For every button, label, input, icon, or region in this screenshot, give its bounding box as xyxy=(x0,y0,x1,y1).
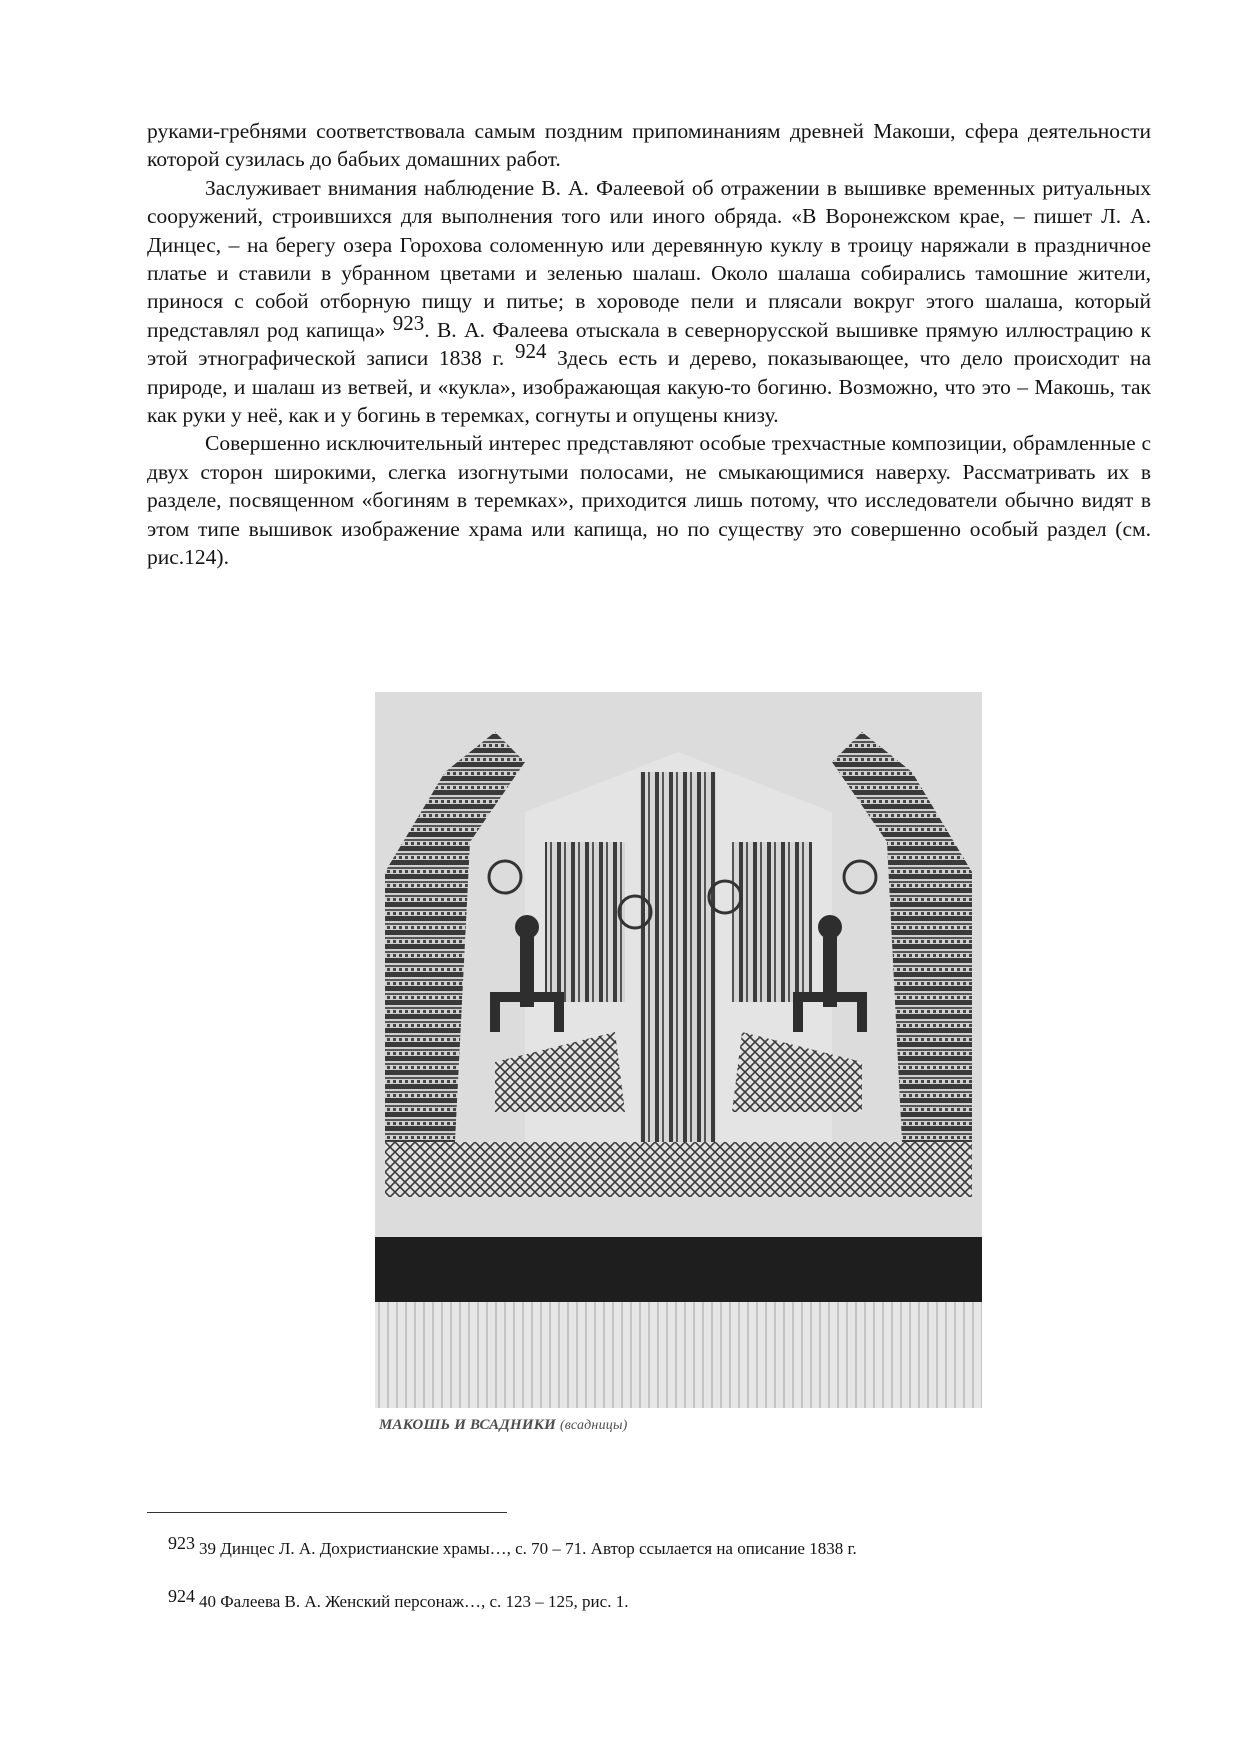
figure-caption-sub: (всадницы) xyxy=(559,1418,628,1433)
body-paragraph xyxy=(147,429,1151,571)
footnote-923 xyxy=(168,1532,857,1560)
footnote-divider xyxy=(147,1512,507,1513)
footnote-number: 923 xyxy=(168,1533,195,1553)
figure-caption xyxy=(379,1417,628,1434)
footnote-924 xyxy=(168,1585,628,1613)
paragraph-text: Заслуживает внимания наблюдение В. А. Фалеевой об отражении в вышивке временных ритуальных сооружений, строившихся для выполнения того или иного обряда. «В Воронежском крае, – пишет Л. А. Динцес, – на берегу озера Горохова соломенную или деревянную куклу в троицу наряжали в праздничное платье и ставили в убранном цветами и зеленью шалаш. Около шалаша собирались тамошние жители, принося с собой отборную пищу и питье; в хороводе пели и плясали вокруг этого шалаша, который представлял род капища» xyxy=(147,175,1151,342)
body-paragraph xyxy=(147,117,1151,174)
footnote-text: 40 Фалеева В. А. Женский персонаж…, с. 123 – 125, рис. 1. xyxy=(199,1592,629,1611)
footnote-ref[interactable]: 924 xyxy=(514,339,547,364)
footnote-number: 924 xyxy=(168,1586,195,1606)
paragraph-text: . В. А. Фалеева отыскала в севернорусской вышивке прямую иллюстрацию к этой этнографической записи 1838 г. xyxy=(147,317,1151,371)
embroidery-figure xyxy=(375,692,982,1408)
paragraph-text: Здесь есть и дерево, показывающее, что дело происходит на природе, и шалаш из ветвей, и «кукла», изображающая какую-то богиню. Возможно, что это – Макошь, так как руки у неё, как и у богинь в теремках, согнуты и опущены книзу. xyxy=(147,346,1151,428)
paragraph-text: руками-гребнями соответствовала самым поздним припоминаниям древней Макоши, сфера деятельности которой сузилась до бабьих домашних работ. xyxy=(147,119,1151,172)
paragraph-text: Совершенно исключительный интерес представляют особые трехчастные композиции, обрамленные с двух сторон широкими, слегка изогнутыми полосами, не смыкающимися наверху. Рассматривать их в разделе, посвященном «богиням в теремках», приходится лишь потому, что исследователи обычно видят в этом типе вышивок изображение храма или капища, но по существу это совершенно особый раздел (см. рис.124). xyxy=(147,431,1151,570)
figure-caption-main: МАКОШЬ И ВСАДНИКИ xyxy=(379,1417,556,1433)
body-paragraph xyxy=(147,174,1151,430)
footnote-ref[interactable]: 923 xyxy=(392,310,425,335)
embroidery-image xyxy=(375,692,982,1408)
footnote-text: 39 Динцес Л. А. Дохристианские храмы…, с. 70 – 71. Автор ссылается на описание 1838 г. xyxy=(199,1539,857,1558)
body-text xyxy=(147,117,1151,572)
